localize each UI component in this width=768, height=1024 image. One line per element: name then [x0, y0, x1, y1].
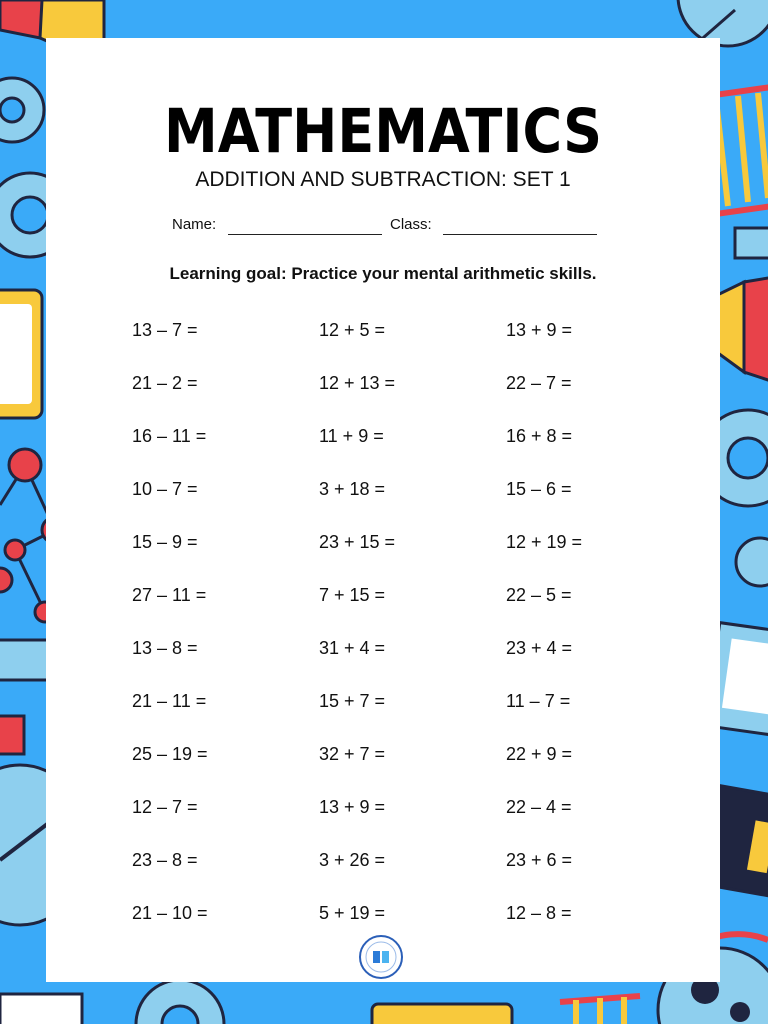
problem-item: 12 + 13 =	[319, 373, 396, 393]
ruler-icon	[0, 640, 48, 680]
problem-item: 22 + 9 =	[506, 744, 573, 764]
ruler-icon	[735, 228, 768, 258]
problem-item: 13 – 7 =	[132, 320, 198, 340]
worksheet	[46, 38, 720, 982]
book-icon	[0, 290, 42, 418]
problem-item: 22 – 7 =	[506, 373, 572, 393]
problem-item: 21 – 11 =	[132, 691, 207, 711]
problem-item: 16 + 8 =	[506, 426, 573, 446]
name-class-row	[46, 216, 720, 238]
problem-item: 15 + 7 =	[319, 691, 386, 711]
name-label: Name:	[172, 216, 217, 233]
problem-item: 13 + 9 =	[319, 797, 386, 817]
laptop-icon	[0, 994, 82, 1024]
problem-item: 27 – 11 =	[132, 585, 207, 605]
problem-item: 23 + 6 =	[506, 850, 573, 870]
problem-item: 12 + 5 =	[319, 320, 386, 340]
problem-item: 13 + 9 =	[506, 320, 573, 340]
problem-item: 11 + 9 =	[319, 426, 384, 446]
problem-item: 7 + 15 =	[319, 585, 386, 605]
problem-item: 5 + 19 =	[319, 903, 386, 923]
book-icon	[372, 1004, 512, 1024]
name-field[interactable]	[228, 234, 382, 235]
problem-item: 3 + 26 =	[319, 850, 386, 870]
school-logo-icon	[358, 934, 404, 980]
problem-item: 23 – 8 =	[132, 850, 198, 870]
problem-item: 23 + 4 =	[506, 638, 573, 658]
problem-item: 32 + 7 =	[319, 744, 386, 764]
problem-item: 12 – 8 =	[506, 903, 572, 923]
learning-goal: Learning goal: Practice your mental arithmetic skills.	[169, 264, 597, 283]
problem-item: 25 – 19 =	[132, 744, 208, 764]
problem-item: 15 – 6 =	[506, 479, 572, 499]
problem-item: 23 + 15 =	[319, 532, 396, 552]
problem-item: 12 + 19 =	[506, 532, 583, 552]
problem-item: 13 – 8 =	[132, 638, 198, 658]
problem-item: 12 – 7 =	[132, 797, 198, 817]
page-subtitle: ADDITION AND SUBTRACTION: SET 1	[195, 168, 571, 191]
class-label: Class:	[390, 216, 432, 233]
class-field[interactable]	[443, 234, 597, 235]
problem-item: 10 – 7 =	[132, 479, 198, 499]
problem-item: 16 – 11 =	[132, 426, 207, 446]
problem-item: 21 – 2 =	[132, 373, 198, 393]
book-icon	[0, 716, 24, 754]
problem-item: 31 + 4 =	[319, 638, 386, 658]
problem-item: 11 – 7 =	[506, 691, 571, 711]
problem-item: 22 – 4 =	[506, 797, 572, 817]
problem-item: 22 – 5 =	[506, 585, 572, 605]
problem-item: 21 – 10 =	[132, 903, 208, 923]
problem-item: 3 + 18 =	[319, 479, 386, 499]
problem-item: 15 – 9 =	[132, 532, 198, 552]
page-title: MATHEMATICS	[163, 96, 603, 167]
